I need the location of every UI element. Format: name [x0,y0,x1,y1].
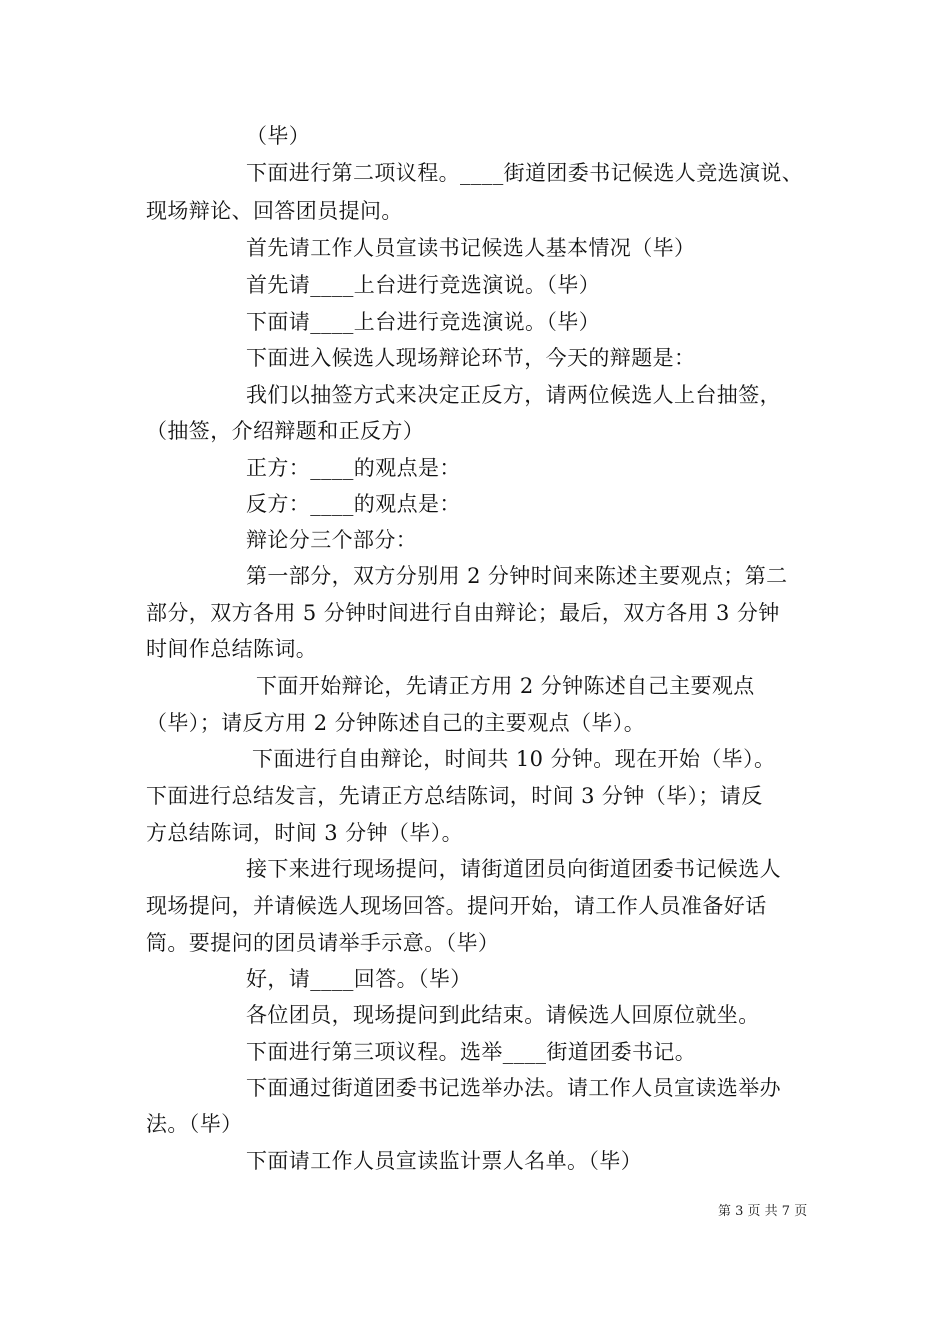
text-line: （毕） [246,124,311,148]
text-line: 我们以抽签方式来决定正反方，请两位候选人上台抽签， [246,383,781,407]
text-line: 下面进行总结发言，先请正方总结陈词，时间 3 分钟（毕）；请反 [146,784,763,808]
text-line: 首先请工作人员宣读书记候选人基本情况（毕） [246,236,696,260]
text-line: 下面开始辩论，先请正方用 2 分钟陈述自己主要观点 [256,674,755,698]
text-line: 现场提问，并请候选人现场回答。提问开始，请工作人员准备好话 [146,894,767,918]
text-line: 接下来进行现场提问，请街道团员向街道团委书记候选人 [246,857,781,881]
text-line: 筒。要提问的团员请举手示意。（毕） [146,931,500,955]
text-line: 下面进行自由辩论，时间共 10 分钟。现在开始（毕）。 [252,747,776,771]
text-line: 下面请工作人员宣读监计票人名单。（毕） [246,1149,643,1173]
text-line: 第一部分，双方分别用 2 分钟时间来陈述主要观点；第二 [246,564,788,588]
text-line: 首先请____上台进行竞选演说。（毕） [246,273,601,297]
text-line: 时间作总结陈词。 [146,637,318,661]
text-line: 现场辩论、回答团员提问。 [146,199,403,223]
text-line: 下面进入候选人现场辩论环节，今天的辩题是： [246,346,696,370]
text-line: 下面进行第三项议程。选举____街道团委书记。 [246,1040,697,1064]
text-line: （毕）；请反方用 2 分钟陈述自己的主要观点（毕）。 [146,711,646,735]
text-line: 下面通过街道团委书记选举办法。请工作人员宣读选举办 [246,1076,781,1100]
text-line: 下面进行第二项议程。____街道团委书记候选人竞选演说、 [246,161,804,185]
text-line: 法。（毕） [146,1112,243,1136]
text-line: 下面请____上台进行竞选演说。（毕） [246,310,601,334]
text-line: 各位团员，现场提问到此结束。请候选人回原位就坐。 [246,1003,760,1027]
text-line: （抽签，介绍辩题和正反方） [146,419,425,443]
text-line: 反方：____的观点是： [246,492,461,516]
text-line: 正方：____的观点是： [246,456,461,480]
text-line: 部分，双方各用 5 分钟时间进行自由辩论；最后，双方各用 3 分钟 [146,601,780,625]
text-line: 好，请____回答。（毕） [246,967,472,991]
page-number-footer: 第 3 页 共 7 页 [718,1204,808,1219]
text-line: 方总结陈词，时间 3 分钟（毕）。 [146,821,464,845]
text-line: 辩论分三个部分： [246,528,418,552]
